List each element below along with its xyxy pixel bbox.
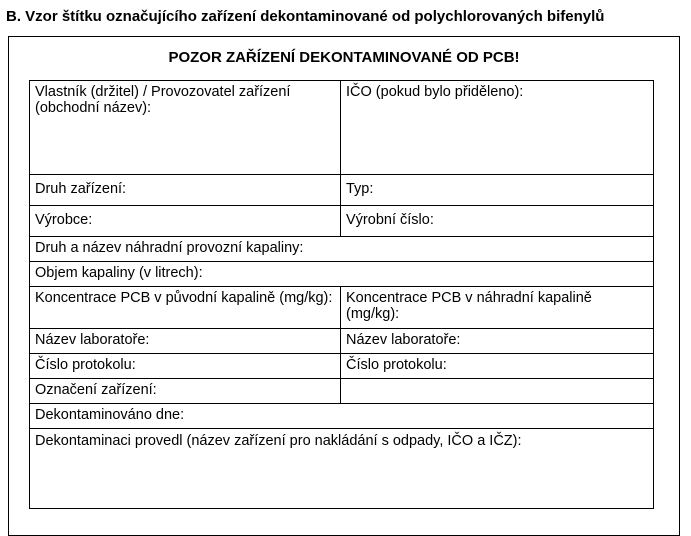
equipment-kind-cell: Druh zařízení: — [30, 175, 341, 206]
label-title: POZOR ZAŘÍZENÍ DEKONTAMINOVANÉ OD PCB! — [168, 49, 520, 66]
table-row-manufacturer — [30, 206, 654, 237]
replacement-fluid-cell: Druh a název náhradní provozní kapaliny: — [30, 237, 654, 262]
table-row-equipment — [30, 175, 654, 206]
table-row-fluid-volume — [30, 262, 654, 287]
lab-name-left-cell: Název laboratoře: — [30, 329, 341, 354]
empty-cell — [341, 379, 654, 404]
document-heading: B. Vzor štítku označujícího zařízení dekontaminované od polychlorovaných bifenylů — [6, 8, 605, 25]
table-row-decontaminated-by — [30, 429, 654, 509]
table-row-lab-name — [30, 329, 654, 354]
owner-cell: Vlastník (držitel) / Provozovatel zařízení (obchodní název): — [30, 81, 341, 175]
equipment-marking-cell: Označení zařízení: — [30, 379, 341, 404]
table-row-owner — [30, 81, 654, 175]
lab-name-right-cell: Název laboratoře: — [341, 329, 654, 354]
decontaminated-on-cell: Dekontaminováno dne: — [30, 404, 654, 429]
table-row-pcb-concentration — [30, 287, 654, 329]
table-row-replacement-fluid — [30, 237, 654, 262]
fluid-volume-cell: Objem kapaliny (v litrech): — [30, 262, 654, 287]
protocol-right-cell: Číslo protokolu: — [341, 354, 654, 379]
pcb-original-cell: Koncentrace PCB v původní kapalině (mg/kg): — [30, 287, 341, 329]
type-cell: Typ: — [341, 175, 654, 206]
protocol-left-cell: Číslo protokolu: — [30, 354, 341, 379]
label-table — [29, 80, 654, 509]
pcb-replacement-cell: Koncentrace PCB v náhradní kapalině (mg/kg): — [341, 287, 654, 329]
decontaminated-by-cell: Dekontaminaci provedl (název zařízení pro nakládání s odpady, IČO a IČZ): — [30, 429, 654, 509]
serial-number-cell: Výrobní číslo: — [341, 206, 654, 237]
manufacturer-cell: Výrobce: — [30, 206, 341, 237]
table-row-equipment-marking — [30, 379, 654, 404]
ico-cell: IČO (pokud bylo přiděleno): — [341, 81, 654, 175]
table-row-decontaminated-on — [30, 404, 654, 429]
table-row-protocol — [30, 354, 654, 379]
